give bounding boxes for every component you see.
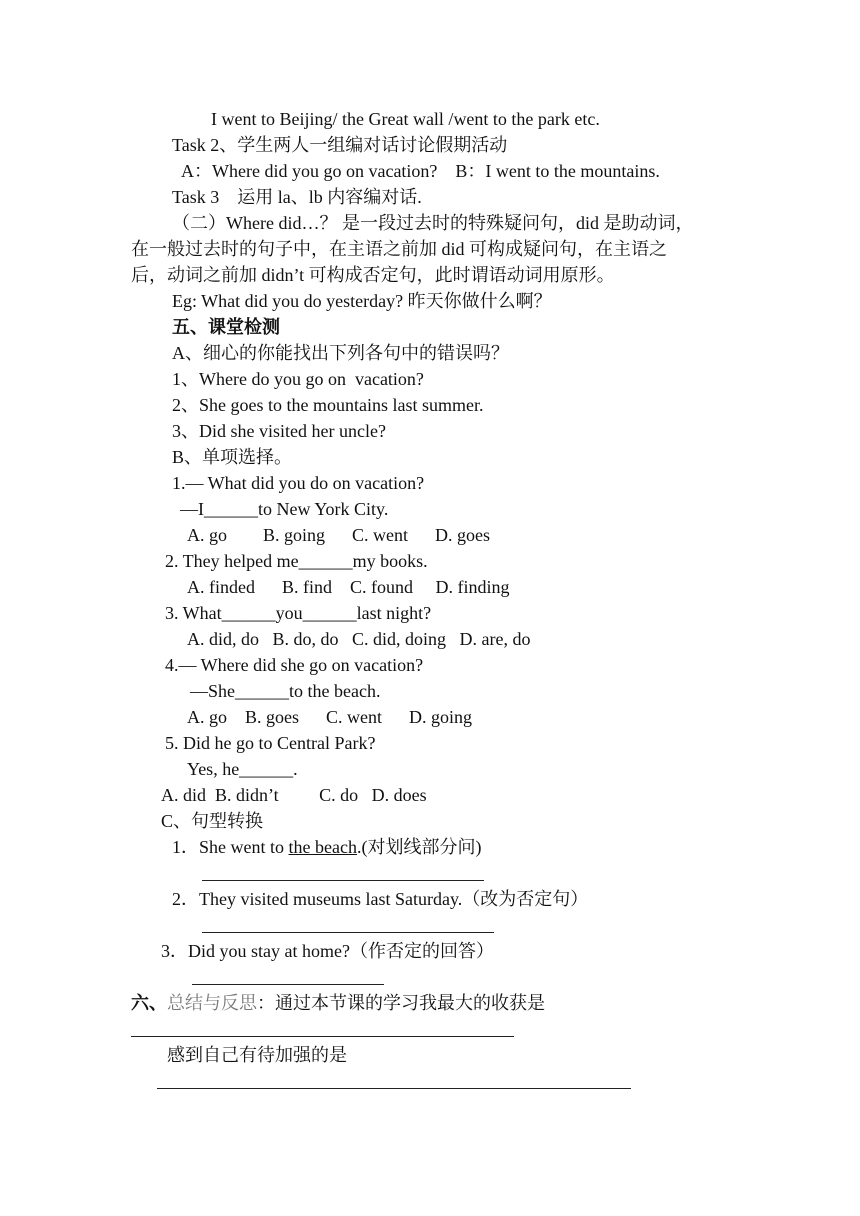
question-4-stem: 4.— Where did she go on vacation? [165,655,424,675]
grammar-note-line-3: 后，动词之前加 didn’t 可构成否定句，此时谓语动词用原形。 [131,265,615,285]
section6-line-2: 感到自己有待加强的是 [167,1045,347,1065]
section6-prompt: ：通过本节课的学习我最大的收获是 [257,993,545,1013]
section6-line [131,991,545,1015]
question-1-options: A. go B. going C. went D. goes [187,525,490,545]
question-2-stem: 2. They helped me______my books. [165,551,428,571]
part-c-item-1-suffix: .(对划线部分问) [356,837,482,857]
question-3-options: A. did, do B. do, do C. did, doing D. are, do [187,629,531,649]
reflection-blank-2 [157,1088,631,1089]
part-c-item-1 [172,835,481,859]
question-4-answer-line: —She______to the beach. [190,681,381,701]
part-b-title: B、单项选择。 [172,447,293,467]
part-a-item-2: 2、She goes to the mountains last summer. [172,395,484,415]
part-c-title: C、句型转换 [161,811,264,831]
example-sentence: Eg: What did you do yesterday? 昨天你做什么啊？ [172,291,552,311]
question-5-answer-line: Yes, he______. [187,759,298,779]
question-5-options: A. did B. didn’t C. do D. does [161,785,427,805]
question-5-stem: 5. Did he go to Central Park? [165,733,376,753]
dialogue-line: A：Where did you go on vacation? B：I went to the mountains. [181,161,660,181]
task2-line: Task 2、学生两人一组编对话讨论假期活动 [172,135,508,155]
part-c-item-3: 3．Did you stay at home?（作否定的回答） [161,941,494,961]
part-c-item-2: 2．They visited museums last Saturday.（改为否定句） [172,889,589,909]
question-1-stem: 1.— What did you do on vacation? [172,473,425,493]
part-a-item-3: 3、Did she visited her uncle? [172,421,386,441]
part-a-title: A、细心的你能找出下列各句中的错误吗？ [172,343,509,363]
question-4-options: A. go B. goes C. went D. going [187,707,472,727]
section5-heading: 五、课堂检测 [172,317,280,337]
part-c-item-1-prefix: 1．She went to [172,837,289,857]
grammar-note-line-1: （二）Where did…？ 是一段过去时的特殊疑问句，did 是助动词， [172,213,694,233]
example-answer-line: I went to Beijing/ the Great wall /went to the park etc. [211,109,600,129]
grammar-note-line-2: 在一般过去时的句子中，在主语之前加 did 可构成疑问句，在主语之 [131,239,667,259]
reflection-blank-1 [131,1036,514,1037]
question-1-answer-line: —I______to New York City. [180,499,389,519]
section6-number: 六、 [131,993,167,1013]
underlined-phrase: the beach [288,837,357,857]
answer-blank-2 [202,932,494,933]
section6-label: 总结与反思 [167,993,257,1013]
task3-line: Task 3 运用 la、lb 内容编对话. [172,187,422,207]
answer-blank-1 [202,880,484,881]
part-a-item-1: 1、Where do you go on vacation? [172,369,424,389]
question-2-options: A. finded B. find C. found D. finding [187,577,510,597]
question-3-stem: 3. What______you______last night? [165,603,432,623]
answer-blank-3 [192,984,384,985]
